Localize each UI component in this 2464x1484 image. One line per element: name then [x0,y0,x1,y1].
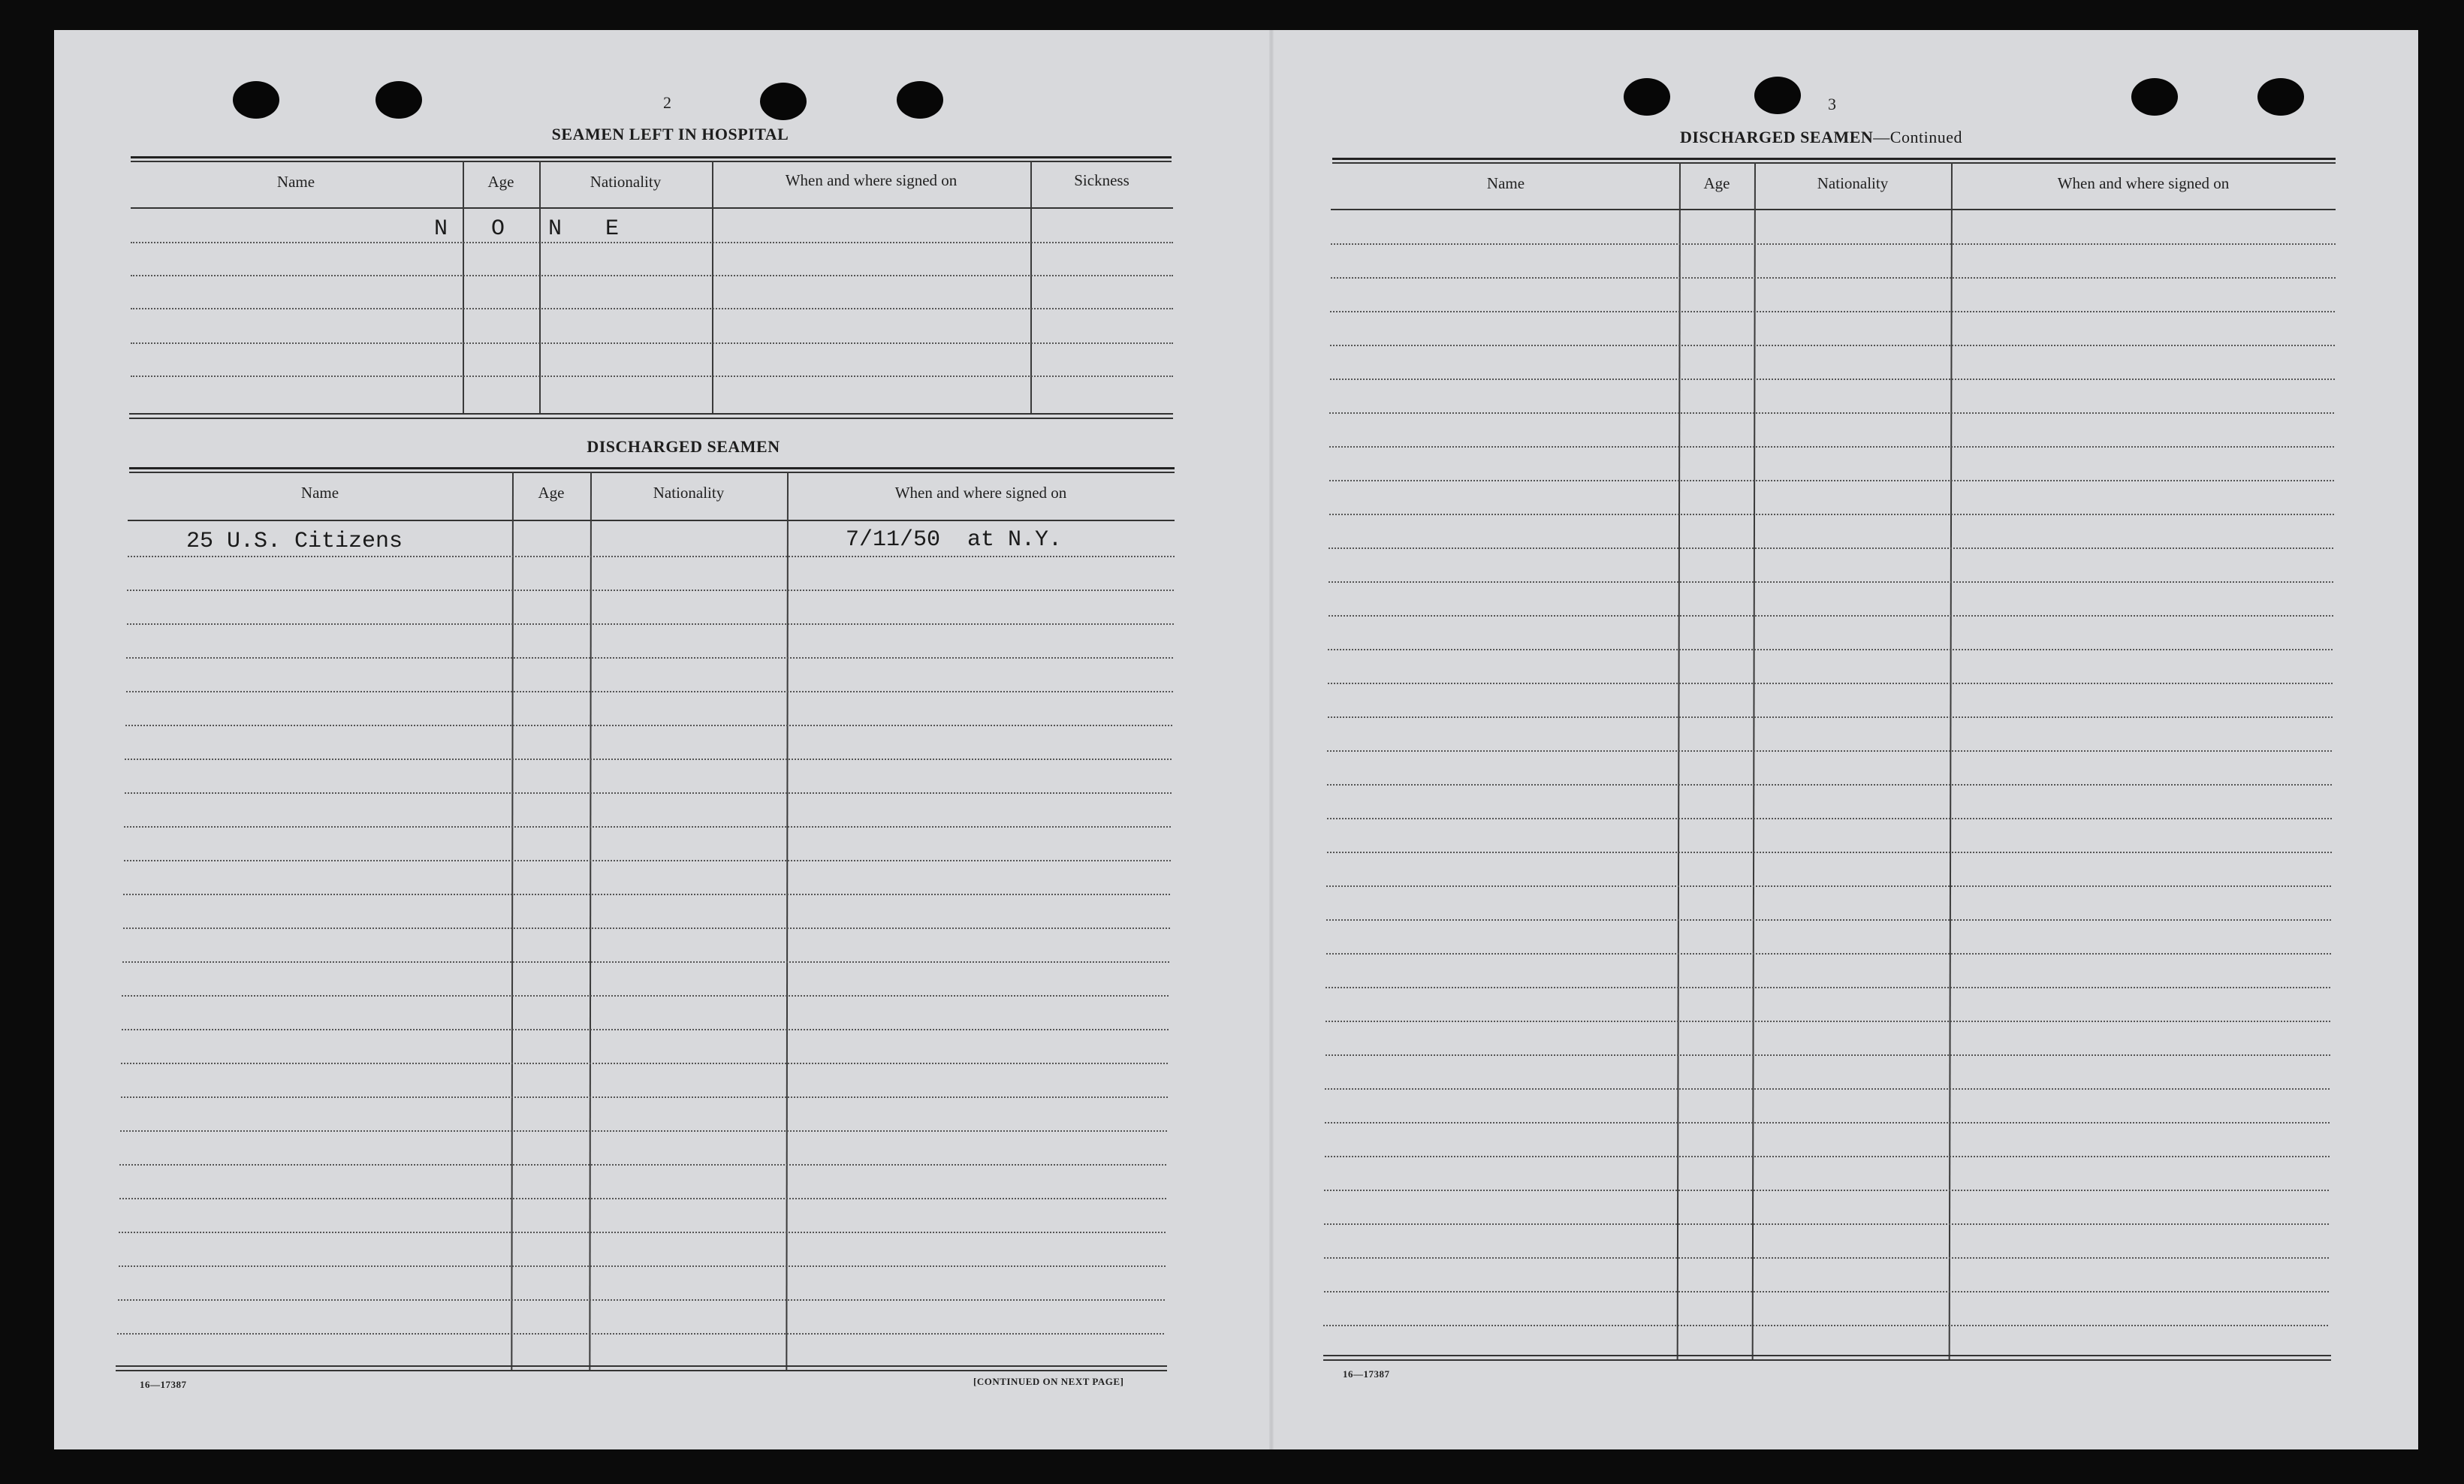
rule [1332,158,2336,160]
rule [1323,1355,2331,1356]
hospital-section-title: SEAMEN LEFT IN HOSPITAL [551,125,789,143]
entry-line [1328,716,2333,718]
rule [131,156,1172,158]
entry-line [1325,1054,2330,1056]
entry-line [1326,953,2331,955]
entry-line [120,1130,1167,1132]
entry-line [1324,1223,2329,1225]
col-header-nationality: Nationality [1817,174,1889,192]
rule [128,520,1175,521]
entry-line [131,308,1173,309]
rule [131,207,1173,209]
col-header-name: Name [276,173,315,191]
entry-line [131,342,1173,344]
rule [116,1370,1167,1371]
entry-line [1324,1291,2329,1292]
entry-line [121,1096,1168,1098]
entry-line [1326,919,2331,921]
col-header-signed-on: When and where signed on [894,484,1067,502]
entry-line [124,826,1171,828]
punch-hole [760,83,807,120]
discharged-entry-name: 25 U.S. Citizens [186,529,403,554]
rule [129,418,1173,419]
discharged-entry-signed-on: 7/11/50 at N.Y. [846,527,1063,553]
entry-line [1325,1156,2330,1157]
entry-line [1323,1325,2328,1326]
entry-line [119,1232,1166,1233]
entry-line [1329,581,2333,583]
entry-line [1325,1122,2330,1124]
punch-hole [1624,78,1670,116]
rule [129,472,1175,473]
entry-line [123,928,1170,929]
hospital-entry: N O N E [434,216,635,242]
entry-line [1327,818,2332,819]
entry-line [119,1265,1166,1267]
entry-line [127,590,1174,591]
page-number: 3 [1828,95,1836,113]
entry-line [1329,514,2334,515]
form-number: 16—17387 [140,1379,187,1390]
section-title-main: DISCHARGED SEAMEN [1680,128,1874,146]
rule [1332,162,2336,164]
entry-line [131,242,1173,243]
entry-line [1325,987,2330,988]
entry-line [1327,750,2332,752]
rule [116,1365,1167,1367]
entry-line [1328,649,2333,650]
entry-line [1329,615,2333,617]
col-header-name: Name [300,484,339,502]
rule [131,161,1172,162]
entry-line [1326,885,2331,887]
entry-line [1329,446,2334,448]
col-header-age: Age [487,173,514,191]
col-header-nationality: Nationality [653,484,725,502]
entry-line [125,725,1172,726]
entry-line [1325,1021,2330,1022]
entry-line [131,376,1173,377]
continued-section-title [1577,128,2065,147]
col-header-nationality: Nationality [590,173,662,191]
entry-line [131,275,1173,276]
punch-hole [233,81,279,119]
entry-line [122,995,1169,997]
entry-line [125,792,1172,794]
col-header-name: Name [1486,174,1525,192]
entry-line [1329,547,2333,549]
entry-line [1330,311,2335,312]
entry-line [122,1029,1169,1030]
entry-line [1327,784,2332,786]
discharged-section-title: DISCHARGED SEAMEN [587,437,780,456]
rule [129,413,1173,415]
entry-line [126,691,1173,692]
entry-line [117,1333,1164,1335]
page-number: 2 [663,93,671,112]
punch-hole [2257,78,2304,116]
entry-line [124,860,1171,861]
entry-line [119,1164,1166,1166]
entry-line [121,1063,1168,1064]
entry-line [1329,412,2334,414]
entry-line [1329,480,2334,481]
entry-line [1324,1257,2329,1259]
col-header-signed-on: When and where signed on [2057,174,2230,192]
continued-note: [CONTINUED ON NEXT PAGE] [973,1376,1124,1387]
col-header-age: Age [538,484,565,502]
col-header-age: Age [1703,174,1730,192]
page-fold [1269,30,1274,1449]
rule [1331,209,2336,210]
entry-line [1331,243,2336,245]
col-header-sickness: Sickness [1074,171,1129,189]
entry-line [123,894,1170,895]
entry-line [1325,1088,2330,1090]
entry-line [1327,852,2332,853]
entry-line [1330,345,2335,346]
entry-line [119,1198,1166,1199]
section-title-suffix: —Continued [1873,128,1962,146]
entry-line [118,1299,1165,1301]
punch-hole [2131,78,2178,116]
entry-line [1328,683,2333,684]
entry-line [125,759,1172,760]
entry-line [1330,379,2335,380]
entry-line [1331,277,2336,279]
punch-hole [375,81,422,119]
entry-line [127,623,1174,625]
form-number: 16—17387 [1343,1368,1390,1380]
rule [129,467,1175,469]
entry-line [1324,1190,2329,1191]
entry-line [126,657,1173,659]
entry-line [122,961,1169,963]
col-header-signed-on: When and where signed on [785,171,958,189]
punch-hole [897,81,943,119]
rule [1323,1359,2331,1361]
entry-line [128,556,1175,557]
punch-hole [1754,77,1801,114]
